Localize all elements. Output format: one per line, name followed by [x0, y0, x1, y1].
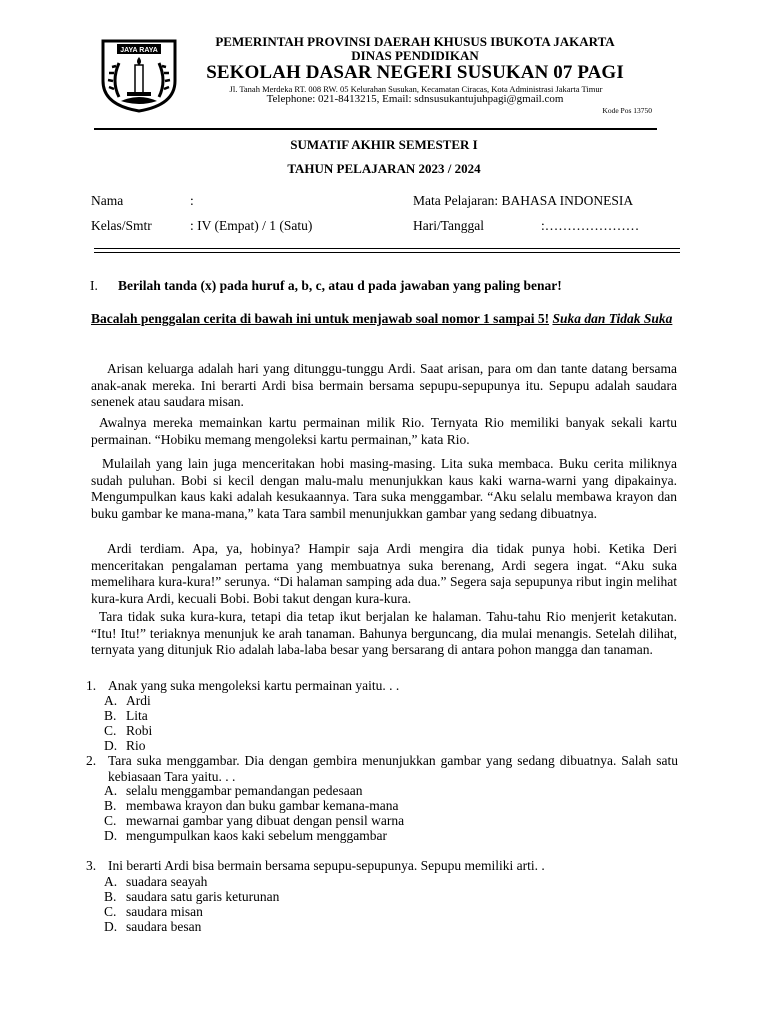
option-letter: C.: [104, 813, 117, 828]
option-text: mengumpulkan kaos kaki sebelum menggambar: [126, 828, 387, 843]
option-text: saudara misan: [126, 904, 203, 919]
header-school-name: SEKOLAH DASAR NEGERI SUSUKAN 07 PAGI: [206, 62, 624, 83]
option-letter: B.: [104, 889, 117, 904]
option-text: saudara besan: [126, 919, 202, 934]
option-letter: D.: [104, 828, 118, 843]
answer-option[interactable]: [104, 813, 404, 828]
option-letter: D.: [104, 738, 118, 753]
option-letter: C.: [104, 723, 117, 738]
header-postal-code: Kode Pos 13750: [602, 106, 652, 115]
option-text: membawa krayon dan buku gambar kemana-mana: [126, 798, 399, 813]
answer-option[interactable]: [104, 919, 201, 934]
answer-option[interactable]: [104, 904, 203, 919]
option-text: mewarnai gambar yang dibuat dengan pensil warna: [126, 813, 405, 828]
hari-label: Hari/Tanggal: [413, 218, 485, 233]
option-text: saudara satu garis keturunan: [126, 889, 280, 904]
answer-option[interactable]: [104, 723, 152, 738]
answer-option[interactable]: [104, 798, 399, 813]
passage-paragraph: Arisan keluarga adalah hari yang ditunggu-tunggu Ardi. Saat arisan, para om dan tante datang bersama anak-anak mereka. Ini berarti Ardi bisa bermain bersama sepupu-sepupunya itu. Sepupu adalah saudara senenek atau saudara misan.: [91, 361, 677, 409]
header-address: Jl. Tanah Merdeka RT. 008 RW. 05 Kelurahan Susukan, Kecamatan Ciracas, Kota Administrasi Jakarta Timur: [229, 84, 603, 94]
passage-intro: Bacalah penggalan cerita di bawah ini untuk menjawab soal nomor 1 sampai 5!: [91, 311, 550, 326]
logo-motto: JAYA RAYA: [120, 47, 158, 54]
option-letter: C.: [104, 904, 117, 919]
question-text: Tara suka menggambar. Dia dengan gembira menunjukkan gambar yang sedang dibuatnya. Salah satu kebiasaan Tara yaitu. . .: [108, 753, 678, 784]
info-divider: [94, 248, 680, 253]
option-letter: D.: [104, 919, 118, 934]
question-number: 2.: [86, 753, 97, 768]
question-text: Anak yang suka mengoleksi kartu permainan yaitu. . .: [108, 678, 400, 693]
nama-label: Nama: [91, 193, 124, 208]
question-text: Ini berarti Ardi bisa bermain bersama sepupu-sepupunya. Sepupu memiliki arti. .: [108, 858, 545, 873]
kelas-value: : IV (Empat) / 1 (Satu): [190, 218, 313, 233]
question-number: 1.: [86, 678, 97, 693]
header-department: DINAS PENDIDIKAN: [351, 48, 479, 63]
answer-option[interactable]: [104, 693, 151, 708]
nama-separator: :: [190, 193, 194, 208]
answer-option[interactable]: [104, 889, 279, 904]
exam-title: SUMATIF AKHIR SEMESTER I: [290, 137, 478, 152]
passage-heading: [91, 307, 677, 330]
option-text: Robi: [126, 723, 153, 738]
answer-option[interactable]: [104, 828, 387, 843]
option-text: Ardi: [126, 693, 151, 708]
passage-paragraph: Mulailah yang lain juga menceritakan hobi masing-masing. Lita suka membaca. Buku cerita miliknya sudah puluhan. Bobi si kecil dengan malu-malu menunjukkan kaus kaki warna-warni yang dipakainya. Mengumpulkan kaus kaki adalah kesukaannya. Tara suka menggambar. “Aku selalu membawa krayon dan buku gambar ke mana-mana,” kata Tara sambil menunjukkan gambar yang sedang dibuatnya.: [91, 456, 677, 521]
section-number: I.: [90, 278, 98, 293]
answer-option[interactable]: [104, 708, 148, 723]
header-government: PEMERINTAH PROVINSI DAERAH KHUSUS IBUKOTA JAKARTA: [215, 34, 615, 49]
answer-option[interactable]: [104, 783, 363, 798]
option-letter: B.: [104, 708, 117, 723]
answer-option[interactable]: [104, 738, 146, 753]
question-number: 3.: [86, 858, 97, 873]
answer-option[interactable]: [104, 874, 207, 889]
passage-title: Suka dan Tidak Suka: [552, 311, 673, 326]
header-contact: Telephone: 021-8413215, Email: sdnsusukantujuhpagi@gmail.com: [266, 93, 564, 105]
subject-field: Mata Pelajaran: BAHASA INDONESIA: [413, 193, 634, 208]
option-letter: A.: [104, 783, 118, 798]
hari-value: :…………………: [541, 218, 640, 233]
option-letter: B.: [104, 798, 117, 813]
passage-paragraph: Awalnya mereka memainkan kartu permainan milik Rio. Ternyata Rio memiliki banyak sekali kartu permainan. “Hobiku memang mengoleksi kartu permainan,” kata Rio.: [91, 415, 677, 447]
option-text: Rio: [126, 738, 146, 753]
option-text: selalu menggambar pemandangan pedesaan: [126, 783, 363, 798]
option-text: suadara seayah: [126, 874, 208, 889]
header-divider: [94, 128, 657, 130]
passage-paragraph: Tara tidak suka kura-kura, tetapi dia tetap ikut berjalan ke halaman. Tahu-tahu Rio menjerit ketakutan. “Itu! Itu!” teriaknya menunjuk ke arah tanaman. Bahunya berguncang, dia mulai menangis. Setelah dilihat, ternyata yang ditunjuk Rio adalah laba-laba besar yang bersarang di antara pohon mangga dan tanaman.: [91, 609, 677, 657]
exam-year: TAHUN PELAJARAN 2023 / 2024: [287, 161, 481, 176]
section-instruction: Berilah tanda (x) pada huruf a, b, c, atau d pada jawaban yang paling benar!: [118, 278, 562, 293]
option-text: Lita: [126, 708, 148, 723]
passage-paragraph: Ardi terdiam. Apa, ya, hobinya? Hampir saja Ardi mengira dia tidak punya hobi. Ketika Deri menceritakan pengalaman pertama yang membuatnya suka berenang, Ardi segera ingat. “Aku suka memelihara kura-kura!” serunya. “Di halaman samping ada dua.” Segera saja sepupunya ribut ingin melihat kura-kura Ardi, kecuali Bobi. Bobi takut dengan kura-kura.: [91, 541, 677, 606]
option-letter: A.: [104, 874, 118, 889]
jaya-raya-logo: [97, 35, 181, 113]
option-letter: A.: [104, 693, 118, 708]
kelas-label: Kelas/Smtr: [91, 218, 152, 233]
